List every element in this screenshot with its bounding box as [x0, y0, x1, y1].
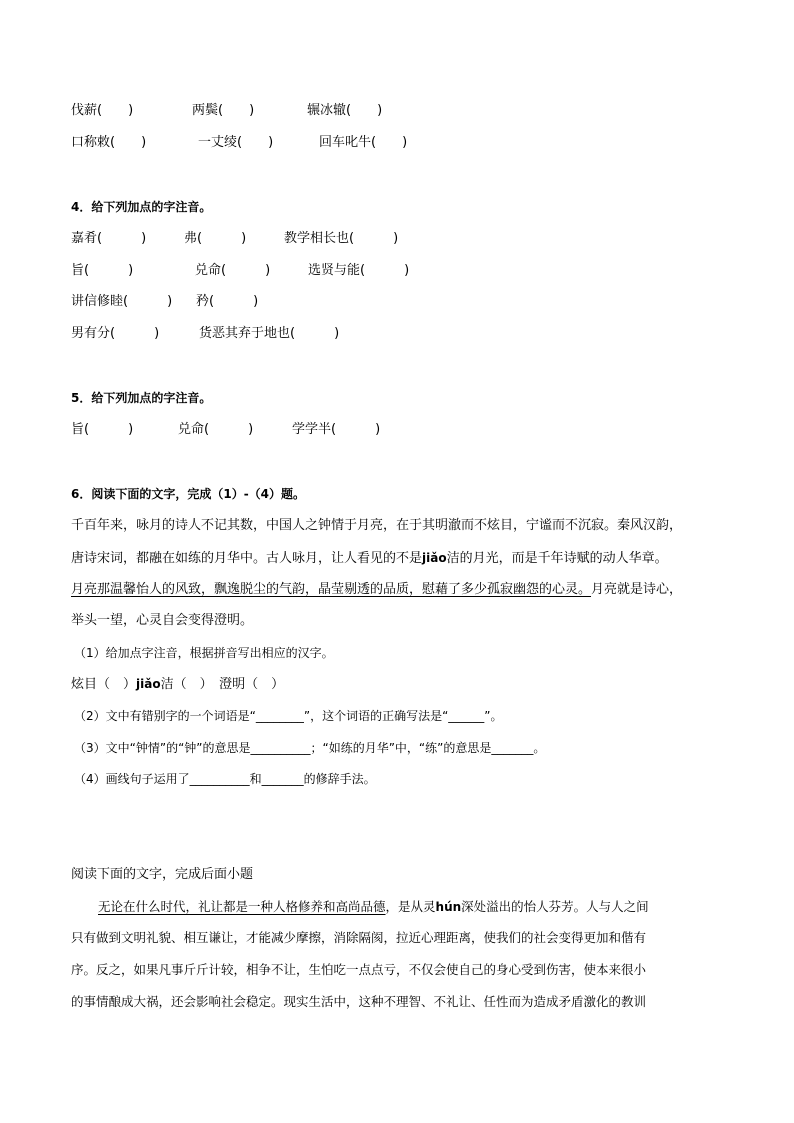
- q6-title: 6．阅读下面的文字，完成（1）-（4）题。: [71, 487, 306, 501]
- q3-line-2: [71, 134, 408, 152]
- text-segment: 唐诗宋词，都融在如练的月华中。古人咏月，让人看见的不是: [71, 551, 423, 566]
- pinyin: hún: [435, 900, 462, 914]
- q3-item: 辗冰辙( ): [307, 103, 383, 118]
- pinyin: jiǎo: [136, 677, 161, 691]
- q4-row-1: [71, 230, 399, 248]
- q3-item: 一丈绫( ): [198, 135, 274, 150]
- q4-row-4: [71, 325, 340, 343]
- q4-item: 男有分( ): [71, 326, 160, 341]
- q6-para-line-4: 举头一望，心灵自会变得澄明。: [71, 613, 254, 628]
- q3-item: 口称敕( ): [71, 135, 147, 150]
- q4-item: 兑命( ): [195, 263, 271, 278]
- q4-item: 嘉肴( ): [71, 231, 147, 246]
- q4-item: 弗( ): [184, 231, 247, 246]
- q3-item: 两鬓( ): [192, 103, 255, 118]
- q6-para-line-2: [71, 549, 668, 568]
- q6-sub-1: （1）给加点字注音，根据拼音写出相应的汉字。: [74, 646, 334, 660]
- q5-item: 兑命( ): [178, 422, 254, 437]
- text-segment: 洁的月光，而是千年诗赋的动人华章。: [446, 551, 668, 566]
- text-segment: 洁（ ） 澄明（ ）: [160, 677, 285, 692]
- q3-item: 伐薪( ): [71, 103, 134, 118]
- text-segment: 月亮就是诗心，: [591, 582, 683, 597]
- underlined-sentence: 月亮那温馨怡人的风致，飘逸脱尘的气韵，晶莹剔透的品质，慰藉了多少孤寂幽怨的心灵。: [71, 582, 592, 597]
- q4-row-2: [71, 262, 410, 280]
- q4-item: 货恶其弃于地也( ): [199, 326, 340, 341]
- reading-line-2: 只有做到文明礼貌、相互谦让，才能减少摩擦，消除隔阂，拉近心理距离，使我们的社会变得更加和偕有: [71, 930, 647, 945]
- underlined-sentence: 无论在什么时代，礼让都是一种人格修养和高尚品德: [98, 899, 386, 914]
- pinyin: jiǎo: [422, 551, 447, 565]
- q4-item: 矜( ): [196, 294, 259, 309]
- q6-sub-2: （2）文中有错别字的一个词语是“________”，这个词语的正确写法是“______”。: [74, 709, 503, 723]
- q5-row: [71, 421, 381, 439]
- text-segment: ，是从灵: [385, 899, 436, 914]
- q4-item: 讲信修睦( ): [71, 294, 173, 309]
- q4-row-3: [71, 293, 259, 311]
- reading-line-4: 的事情酿成大祸，还会影响社会稳定。现实生活中，这种不理智、不礼让、任性而为造成矛盾激化的教训: [71, 994, 647, 1009]
- q4-item: 旨( ): [71, 263, 134, 278]
- q4-item: 教学相长也( ): [284, 231, 399, 246]
- q5-title: 5．给下列加点的字注音。: [71, 391, 212, 405]
- q6-para-line-1: 千百年来，咏月的诗人不记其数，中国人之钟情于月亮，在于其明澈而不炫目，宁谧而不沉寂。秦风汉韵，: [71, 518, 683, 533]
- q5-item: 学学半( ): [292, 422, 381, 437]
- q6-sub-3: （3）文中“钟情”的“钟”的意思是__________；“如练的月华”中，“练”的意思是_______。: [74, 741, 546, 755]
- reading-line-1: [98, 898, 649, 916]
- reading-title: 阅读下面的文字，完成后面小题: [71, 867, 254, 882]
- q5-item: 旨( ): [71, 422, 134, 437]
- q6-sub-4: （4）画线句子运用了__________和_______的修辞手法。: [74, 772, 376, 786]
- q4-title: 4．给下列加点的字注音。: [71, 200, 212, 214]
- reading-line-3: 序。反之，如果凡事斤斤计较，相争不让，生怕吃一点点亏，不仅会使自己的身心受到伤害，使本来很小: [71, 962, 647, 977]
- q3-line-1: [71, 102, 383, 120]
- text-segment: 炫目（ ）: [71, 677, 137, 692]
- text-segment: 深处溢出的怡人芬芳。人与人之间: [461, 899, 649, 914]
- q6-sub-1-line: [71, 675, 284, 694]
- q4-item: 选贤与能( ): [308, 263, 410, 278]
- q6-para-line-3: [71, 581, 682, 599]
- q3-item: 回车叱牛( ): [319, 135, 408, 150]
